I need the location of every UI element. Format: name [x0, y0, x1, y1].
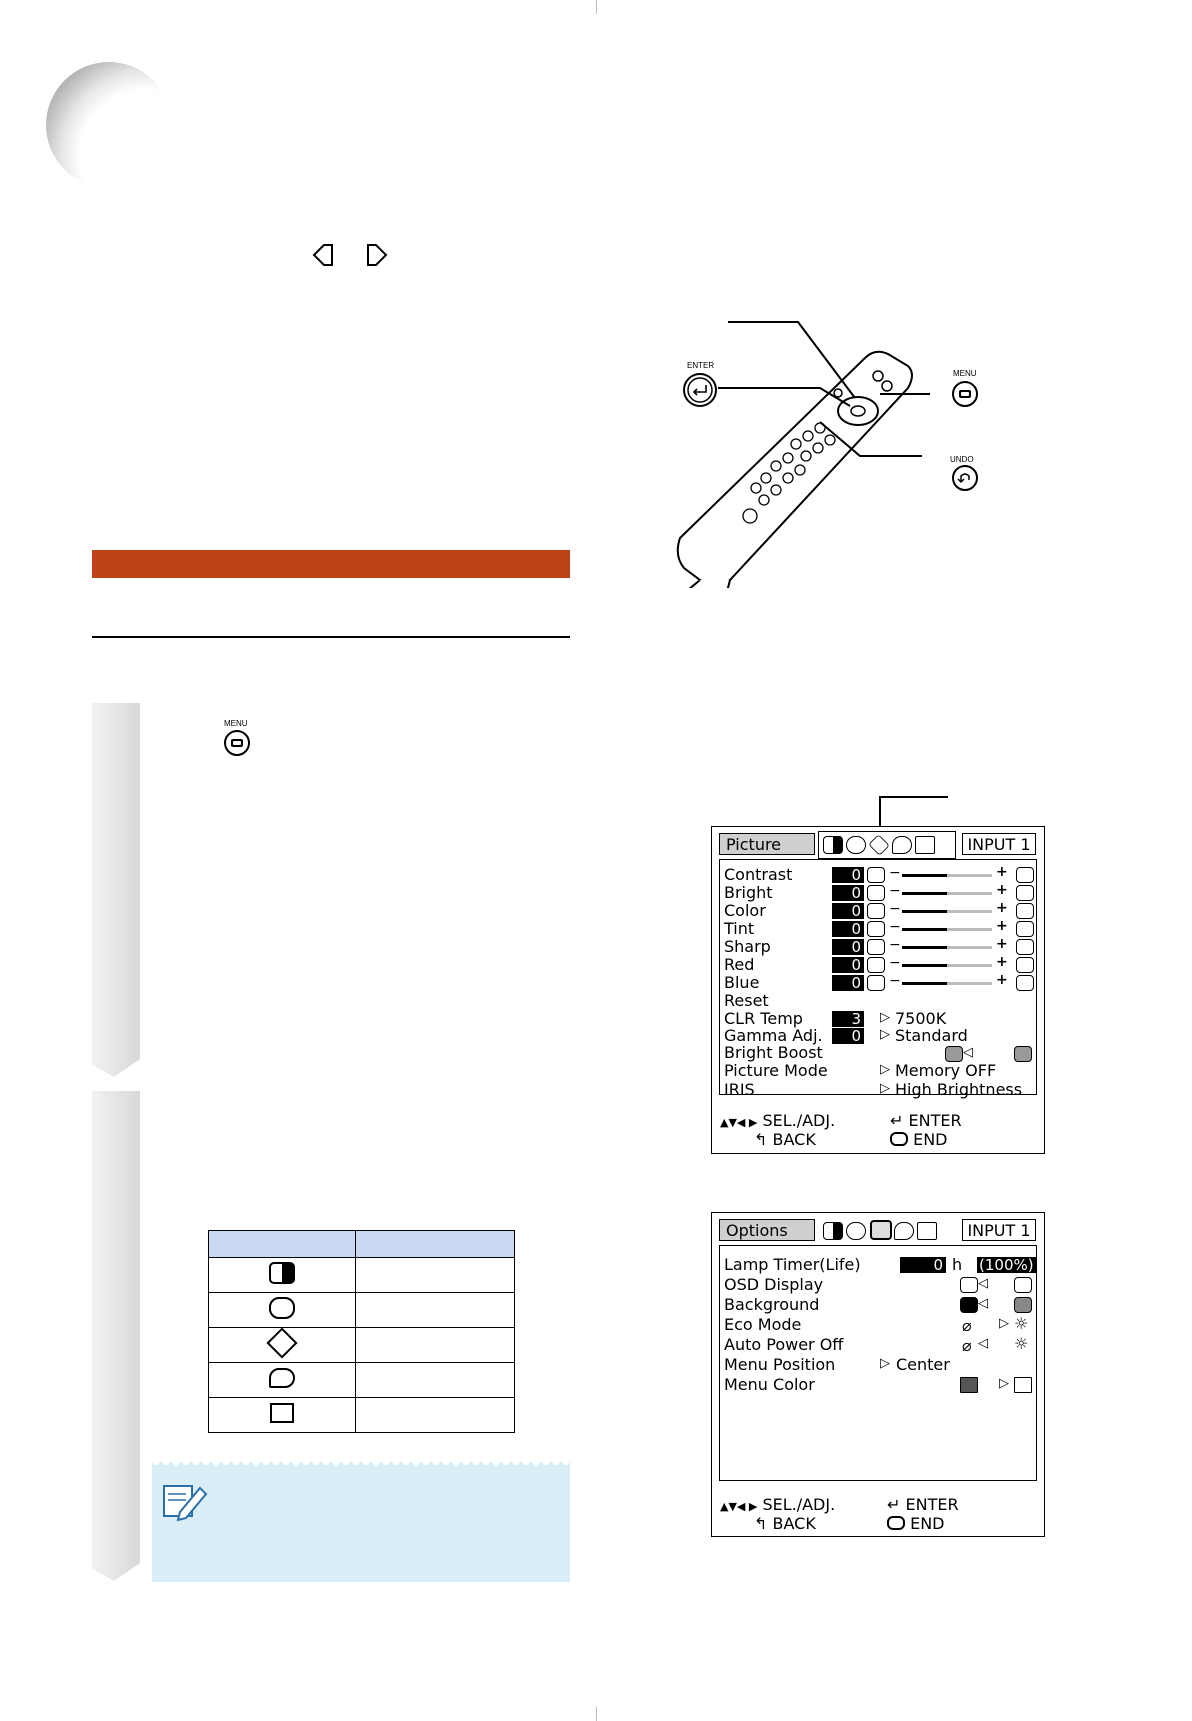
picture-row-label: Bright: [724, 883, 773, 902]
menu-icon-table: [208, 1230, 515, 1433]
end-text: END: [913, 1130, 948, 1149]
table-cell: [209, 1293, 356, 1328]
osd-picture-input-label: INPUT 1: [962, 833, 1036, 855]
lamp-timer-percent-value: 100%: [984, 1256, 1028, 1274]
enter-button-icon: [682, 372, 718, 408]
slider-max-icon: [1016, 939, 1034, 955]
remote-control-illustration: [670, 318, 1000, 588]
display-menu-icon: [270, 1403, 294, 1423]
minus-icon: −: [889, 955, 901, 971]
osd-picture-footer-sel: [720, 1112, 835, 1132]
table-cell: [356, 1328, 515, 1363]
right-arrow-icon: ▷: [880, 1062, 890, 1077]
note-pencil-icon: [160, 1478, 210, 1524]
opt-row-menu-position: Menu Position: [724, 1355, 836, 1374]
sel-adj-text: SEL./ADJ.: [762, 1495, 836, 1514]
enter-button-label: ENTER: [687, 361, 715, 370]
slider-max-icon: [1016, 885, 1034, 901]
plus-icon: +: [996, 864, 1008, 880]
slider-max-icon: [1016, 903, 1034, 919]
slider-fill: [902, 928, 947, 931]
left-right-arrows: [312, 242, 392, 272]
menu-end-icon: [887, 1516, 905, 1530]
menu-color-translucent-icon[interactable]: [1014, 1377, 1032, 1393]
table-row: [209, 1328, 515, 1363]
picture-row-label: Bright Boost: [724, 1043, 823, 1062]
picture-menu-icon: [269, 1262, 295, 1284]
table-row: [209, 1258, 515, 1293]
slider-fill: [902, 982, 947, 985]
left-arrow-icon: [314, 245, 332, 265]
slider-fill: [902, 964, 947, 967]
display-tab-icon[interactable]: [917, 1222, 937, 1240]
auto-power-off-icon[interactable]: ☼: [1014, 1334, 1029, 1353]
slider-min-icon: [867, 903, 885, 919]
picture-row-label: Contrast: [724, 865, 793, 884]
right-arrow-icon: ▷: [880, 1081, 890, 1096]
auto-power-leaf-icon[interactable]: ⌀: [962, 1336, 972, 1355]
osd-picture-footer-back: [754, 1131, 816, 1149]
table-header-cell: [209, 1231, 356, 1258]
opt-row-lamp-timer: [724, 1256, 861, 1274]
right-arrow-icon: ▷: [880, 1010, 890, 1025]
table-row: [209, 1363, 515, 1398]
minus-icon: −: [889, 883, 901, 899]
bright-boost-off-icon[interactable]: [1014, 1046, 1032, 1062]
table-cell: [209, 1328, 356, 1363]
right-arrow-icon: ▷: [880, 1027, 890, 1042]
slider-min-icon: [867, 867, 885, 883]
lamp-timer-unit: h: [952, 1255, 963, 1274]
osd-options-input-label: INPUT 1: [962, 1219, 1036, 1241]
table-cell: [356, 1363, 515, 1398]
osd-picture-footer-enter: [890, 1112, 962, 1130]
step1-menu-label: MENU: [224, 719, 248, 728]
enter-arrow-icon: ↵: [890, 1111, 904, 1130]
table-row: [209, 1398, 515, 1433]
section-rule: [92, 636, 570, 638]
end-text: END: [910, 1514, 945, 1533]
undo-button-label: UNDO: [950, 455, 974, 464]
menu-color-opaque-icon[interactable]: [960, 1377, 978, 1393]
picture-row-label: Red: [724, 955, 755, 974]
osd-options-footer-sel: [720, 1496, 835, 1516]
minus-icon: −: [889, 973, 901, 989]
picture-tab-icon[interactable]: [823, 1222, 843, 1240]
crop-mark: [596, 1707, 597, 1721]
enter-arrow-icon: ↵: [887, 1495, 901, 1514]
plus-icon: +: [996, 936, 1008, 952]
table-cell: [209, 1363, 356, 1398]
plus-icon: +: [996, 954, 1008, 970]
plus-icon: +: [996, 882, 1008, 898]
osd-picture-footer-end: [890, 1131, 948, 1149]
osd-options-footer-back: [754, 1515, 816, 1533]
section-bar: [92, 550, 570, 578]
minus-icon: −: [889, 865, 901, 881]
right-arrow-icon: ▷: [880, 1356, 890, 1371]
osd-options-menu: [711, 1212, 1045, 1537]
picture-row-setting: High Brightness: [895, 1080, 1023, 1099]
slider-max-icon: [1016, 975, 1034, 991]
opt-row-osd-display: OSD Display: [724, 1275, 824, 1294]
note-box-fill: [152, 1470, 570, 1582]
slider-fill: [902, 892, 947, 895]
enter-text: ENTER: [908, 1111, 962, 1130]
minus-icon: −: [889, 901, 901, 917]
osd-picture-tab-label: Picture: [719, 833, 815, 855]
slider-min-icon: [867, 957, 885, 973]
table-cell: [209, 1398, 356, 1433]
lamp-timer-label: Lamp Timer(Life): [724, 1255, 861, 1274]
table-cell: [356, 1293, 515, 1328]
picture-row-setting: Standard: [895, 1026, 968, 1045]
bright-boost-on-icon[interactable]: [945, 1046, 963, 1062]
step-2-tab: [92, 1091, 142, 1583]
back-text: BACK: [772, 1514, 816, 1533]
picture-row-value: 0: [832, 1028, 864, 1044]
opt-row-auto-power-off: Auto Power Off: [724, 1335, 844, 1354]
slider-min-icon: [867, 921, 885, 937]
picture-row-value: 0: [832, 903, 864, 919]
eco-off-bulb-icon[interactable]: ☼: [1014, 1314, 1029, 1333]
opt-row-background: Background: [724, 1295, 820, 1314]
picture-row-label: Sharp: [724, 937, 771, 956]
options-tab-icon[interactable]: [894, 1222, 914, 1240]
options-tab-icon[interactable]: [892, 836, 912, 854]
right-arrow-icon: ▷: [999, 1376, 1009, 1391]
lamp-timer-value: 0: [900, 1257, 946, 1273]
fine-sync-tab-icon[interactable]: [846, 1222, 866, 1240]
osd-options-footer-enter: [887, 1496, 959, 1514]
sel-adj-text: SEL./ADJ.: [762, 1111, 836, 1130]
left-arrow-icon: ◁: [978, 1296, 988, 1311]
background-blue-icon[interactable]: [960, 1297, 978, 1313]
minus-icon: −: [889, 937, 901, 953]
slider-min-icon: [867, 885, 885, 901]
left-arrow-icon: ◁: [978, 1336, 988, 1351]
menu-position-value: Center: [896, 1355, 950, 1374]
back-text: BACK: [772, 1130, 816, 1149]
picture-row-label: Tint: [724, 919, 755, 938]
picture-row-value: 0: [832, 957, 864, 973]
menu-end-icon: [890, 1132, 908, 1146]
plus-icon: +: [996, 918, 1008, 934]
audio-tab-icon[interactable]: [870, 1220, 892, 1240]
left-arrow-icon: ◁: [978, 1276, 988, 1291]
picture-row-setting: 7500K: [895, 1009, 947, 1028]
picture-row-label: Blue: [724, 973, 760, 992]
picture-row-value: 0: [832, 975, 864, 991]
picture-tab-icon[interactable]: [823, 836, 843, 854]
fine-sync-tab-icon[interactable]: [846, 836, 866, 854]
fine-sync-menu-icon: [269, 1297, 295, 1319]
right-arrow-icon: [368, 245, 386, 265]
picture-row-label: Gamma Adj.: [724, 1026, 823, 1045]
table-cell: [209, 1258, 356, 1293]
slider-fill: [902, 946, 947, 949]
audio-menu-icon: [266, 1327, 297, 1358]
undo-button-icon: [951, 464, 979, 492]
picture-row-setting: Memory OFF: [895, 1061, 997, 1080]
back-arrow-icon: ↰: [754, 1130, 768, 1149]
nav-arrows-icon: ▲▼◀ ▶: [720, 1116, 758, 1129]
left-arrow-icon: ◁: [963, 1045, 973, 1060]
picture-row-value: 0: [832, 939, 864, 955]
osd-options-tab-label: Options: [719, 1219, 815, 1241]
table-row: [209, 1293, 515, 1328]
plus-icon: +: [996, 900, 1008, 916]
background-gray-icon[interactable]: [1014, 1297, 1032, 1313]
opt-row-eco-mode: Eco Mode: [724, 1315, 802, 1334]
picture-row-label: CLR Temp: [724, 1009, 803, 1028]
osd-display-on-icon[interactable]: [960, 1277, 978, 1293]
picture-row-label: Picture Mode: [724, 1061, 828, 1080]
slider-fill: [902, 910, 947, 913]
step1-menu-icon: [223, 729, 253, 757]
slider-min-icon: [867, 939, 885, 955]
display-tab-icon[interactable]: [915, 836, 935, 854]
table-cell: [356, 1398, 515, 1433]
slider-max-icon: [1016, 867, 1034, 883]
slider-max-icon: [1016, 921, 1034, 937]
picture-row-label: Color: [724, 901, 766, 920]
osd-display-off-icon[interactable]: [1014, 1277, 1032, 1293]
osd-options-footer-end: [887, 1515, 945, 1533]
slider-max-icon: [1016, 957, 1034, 973]
menu-button-icon: [951, 380, 979, 408]
table-cell: [356, 1258, 515, 1293]
table-header-row: [209, 1231, 515, 1258]
crop-mark: [596, 0, 597, 14]
picture-row-value: 3: [832, 1011, 864, 1027]
osd-picture-menu: [711, 826, 1045, 1154]
header-sphere: [46, 62, 172, 188]
slider-min-icon: [867, 975, 885, 991]
opt-row-menu-color: Menu Color: [724, 1375, 815, 1394]
eco-leaf-icon[interactable]: ⌀: [962, 1316, 972, 1335]
slider-fill: [902, 874, 947, 877]
lamp-timer-percent: (100%): [979, 1256, 1034, 1274]
picture-row-label: Reset: [724, 991, 769, 1010]
enter-text: ENTER: [905, 1495, 959, 1514]
nav-arrows-icon: ▲▼◀ ▶: [720, 1500, 758, 1513]
picture-row-value: 0: [832, 885, 864, 901]
right-arrow-icon: ▷: [999, 1316, 1009, 1331]
menu-button-label: MENU: [953, 369, 977, 378]
step-1-tab: [92, 703, 142, 1079]
picture-row-value: 0: [832, 921, 864, 937]
options-menu-icon: [269, 1368, 295, 1388]
minus-icon: −: [889, 919, 901, 935]
plus-icon: +: [996, 972, 1008, 988]
picture-row-value: 0: [832, 867, 864, 883]
picture-row-label: IRIS: [724, 1080, 755, 1099]
back-arrow-icon: ↰: [754, 1514, 768, 1533]
table-header-cell: [356, 1231, 515, 1258]
